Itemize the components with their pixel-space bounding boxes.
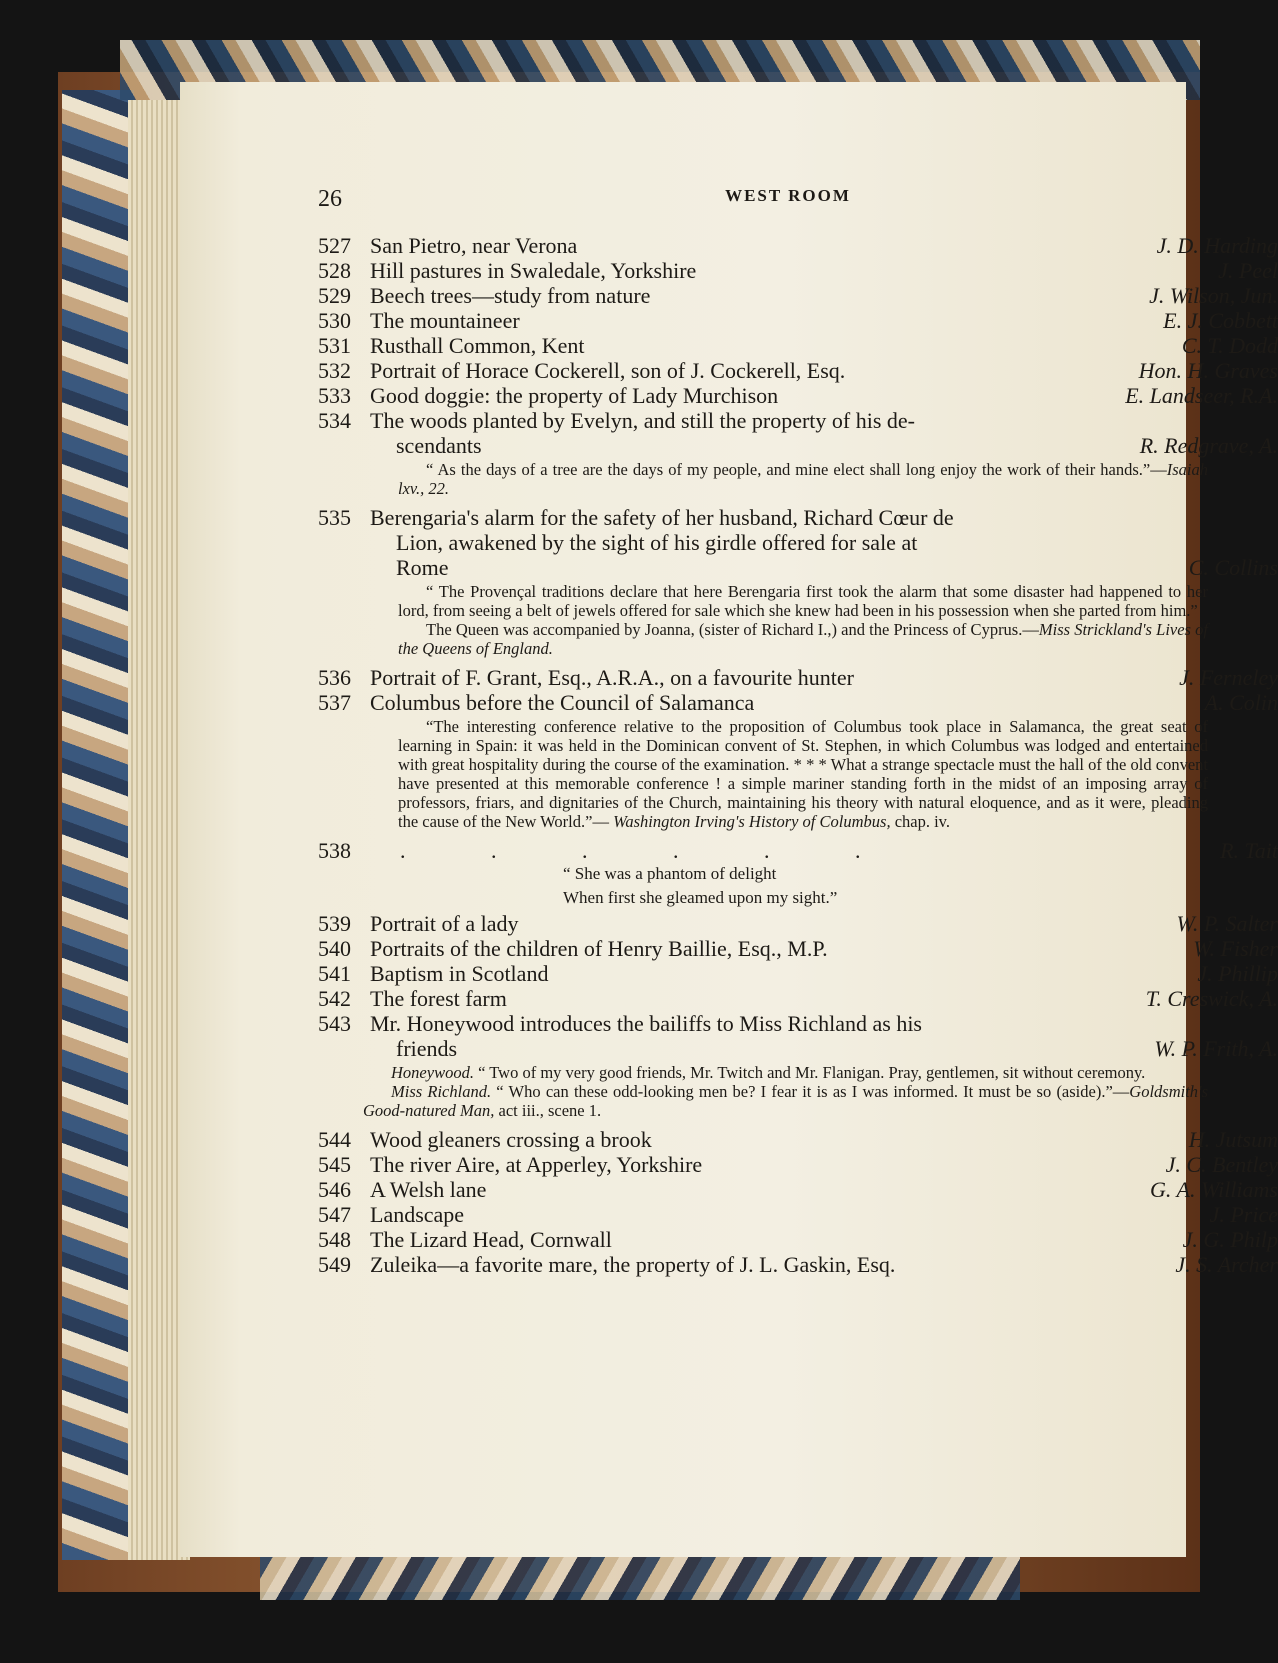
leader-dots: . . . . . .: [400, 838, 901, 863]
entry-title: Hill pastures in Swaledale, Yorkshire: [370, 258, 697, 283]
running-head: WEST ROOM: [725, 186, 851, 205]
entry-number: 549: [318, 1252, 351, 1277]
catalogue-entry: [318, 1178, 1278, 1202]
entry-line: [318, 234, 1278, 258]
catalogue-entry: [318, 334, 1278, 358]
catalogue-entry: [318, 962, 1278, 986]
entry-line: [318, 1012, 1278, 1036]
entry-title: The forest farm: [370, 986, 507, 1011]
entries-list: [318, 234, 1278, 1278]
entry-line: [318, 912, 1278, 936]
entry-number: 528: [318, 258, 351, 283]
entry-number: 535: [318, 505, 351, 530]
entry-number: 527: [318, 233, 351, 258]
catalogue-entry: [318, 409, 1278, 498]
entry-line: [318, 506, 1278, 530]
entry-artist: R. Tait: [1220, 838, 1278, 863]
entry-title: The river Aire, at Apperley, Yorkshire: [370, 1152, 703, 1177]
entry-title: The Lizard Head, Cornwall: [370, 1227, 612, 1252]
entry-title: A Welsh lane: [370, 1177, 487, 1202]
entry-number: 540: [318, 936, 351, 961]
catalogue-entry: [318, 234, 1278, 258]
catalogue-entry: [318, 1153, 1278, 1177]
catalogue-entry: [318, 912, 1278, 936]
entry-number: 539: [318, 911, 351, 936]
entry-title: Columbus before the Council of Salamanca: [370, 690, 755, 715]
entry-line: [318, 359, 1278, 383]
entry-line: [318, 666, 1278, 690]
entry-title-continued: scendants R. Redgrave, A.: [396, 433, 1278, 458]
entry-artist: R. Redgrave, A.: [1139, 433, 1278, 458]
poem-line: When first she gleamed upon my sight.”: [563, 888, 838, 907]
entry-title: The mountaineer: [370, 308, 520, 333]
entry-number: 546: [318, 1177, 351, 1202]
entry-title: Rusthall Common, Kent: [370, 333, 585, 358]
page-header: [318, 186, 1238, 226]
entry-title: The woods planted by Evelyn, and still the property of his de-: [370, 408, 915, 433]
entry-line: [318, 987, 1278, 1011]
catalogue-entry: [318, 259, 1278, 283]
quotation-text: “ As the days of a tree are the days of my people, and mine elect shall long enjoy the work of their hands.”—Isaiah lxv., 22.: [398, 460, 1208, 498]
dialog-speaker: Honeywood.: [391, 1063, 474, 1082]
catalogue-entry: [318, 309, 1278, 333]
catalogue-entry: [318, 506, 1278, 658]
entry-artist: C. Collins: [1188, 555, 1278, 580]
entry-title: Portraits of the children of Henry Baillie, Esq., M.P.: [370, 936, 828, 961]
entry-number: 544: [318, 1127, 351, 1152]
catalogue-entry: [318, 1228, 1278, 1252]
catalogue-entry: [318, 691, 1278, 831]
entry-title: San Pietro, near Verona: [370, 233, 578, 258]
catalogue-entry: [318, 987, 1278, 1011]
entry-quotation: [398, 717, 1208, 831]
entry-line: [318, 1228, 1278, 1252]
entry-title: Landscape: [370, 1202, 465, 1227]
entry-artist: J. S. Archer: [1175, 1252, 1278, 1277]
entry-title: Mr. Honeywood introduces the bailiffs to Miss Richland as his: [370, 1011, 922, 1036]
entry-number: 547: [318, 1202, 351, 1227]
entry-line: [318, 334, 1278, 358]
entry-number: 545: [318, 1152, 351, 1177]
entry-line: [318, 309, 1278, 333]
entry-line: [318, 409, 1278, 433]
entry-artist: C. T. Dodd: [1181, 333, 1278, 358]
entry-title: Good doggie: the property of Lady Murchison: [370, 383, 779, 408]
entry-line: [318, 384, 1278, 408]
entry-line: [318, 259, 1278, 283]
entry-title: Baptism in Scotland: [370, 961, 549, 986]
entry-line: [318, 839, 1278, 863]
catalogue-entry: [318, 937, 1278, 961]
poem-line: “ She was a phantom of delight: [563, 864, 777, 883]
catalogue-entry: [318, 1012, 1278, 1120]
entry-quotation: [398, 582, 1208, 658]
entry-artist: J. Ferneley: [1179, 665, 1278, 690]
entry-title: Beech trees—study from nature: [370, 283, 651, 308]
quotation-text: “The interesting conference relative to the proposition of Columbus took place in Salamanca, the great seat of learning in Spain: it was held in the Dominican convent of St. Stephen, in which Columbus was lodged and entertained with great hospitality during the course of the examination. * * * What a strange spectacle must the hall of the old convent have presented at this memorable conference ! a simple mariner standing forth in the midst of an imposing array of professors, friars, and dignitaries of the Church, maintaining his theory with natural eloquence, and as it were, pleading the cause of the New World.”— Washington Irving's History of Columbus, chap. iv.: [398, 717, 1208, 831]
catalogue-entry: [318, 666, 1278, 690]
marbled-edge-bottom: [260, 1555, 1020, 1600]
catalogue-entry: [318, 284, 1278, 308]
entry-title: Portrait of Horace Cockerell, son of J. Cockerell, Esq.: [370, 358, 846, 383]
quotation-tail: chap. iv.: [890, 812, 950, 831]
catalogue-entry: [318, 1128, 1278, 1152]
entry-quotation: [363, 1063, 1208, 1120]
quotation-tail: act iii., scene 1.: [494, 1101, 602, 1120]
entry-number: 541: [318, 961, 351, 986]
entry-number: 531: [318, 333, 351, 358]
marbled-endpaper: [62, 90, 134, 1560]
entry-artist: J. C. Bentley: [1165, 1152, 1278, 1177]
entry-title: Portrait of F. Grant, Esq., A.R.A., on a favourite hunter: [370, 665, 854, 690]
entry-number: 543: [318, 1011, 351, 1036]
entry-line: [318, 1203, 1278, 1227]
dialog-line: [363, 1063, 1208, 1082]
dialog-speaker: Miss Richland.: [391, 1082, 492, 1101]
entry-line: [318, 1253, 1278, 1277]
entry-line: [318, 937, 1278, 961]
entry-number: 529: [318, 283, 351, 308]
entry-artist: W. Fisher: [1193, 936, 1278, 961]
entry-number: 548: [318, 1227, 351, 1252]
catalogue-entry: [318, 359, 1278, 383]
catalogue-entry: [318, 384, 1278, 408]
catalogue-entry: [318, 1253, 1278, 1277]
dialog-line: [363, 1082, 1208, 1120]
entry-artist: J. G. Philp: [1182, 1227, 1278, 1252]
entry-line: [318, 1178, 1278, 1202]
entry-artist: T. Creswick, A.: [1145, 986, 1278, 1011]
dialog-text: “ Who can these odd-looking men be? I fear it is as I was informed. It must be so (aside).”—: [491, 1082, 1130, 1101]
entry-artist: W. P. Frith, A.: [1154, 1036, 1278, 1061]
page-number: 26: [318, 186, 342, 212]
entry-title: Wood gleaners crossing a brook: [370, 1127, 652, 1152]
dialog-text: “ Two of my very good friends, Mr. Twitch and Mr. Flanigan. Pray, gentlemen, sit without ceremony.: [473, 1063, 1146, 1082]
quotation-source: Miss Strickland's Lives of the Queens of England.: [398, 620, 1208, 658]
entry-title-continued: Rome C. Collins: [396, 555, 1278, 580]
entry-artist: E. J. Cobbett: [1163, 308, 1278, 333]
entry-line: [318, 691, 1278, 715]
entry-number: 534: [318, 408, 351, 433]
entry-line: [318, 1128, 1278, 1152]
entry-number: 542: [318, 986, 351, 1011]
entry-artist: J. Wilson, Jun.: [1149, 283, 1278, 308]
entry-title-continued: friends W. P. Frith, A.: [396, 1036, 1278, 1061]
entry-artist: A. Colin: [1204, 690, 1278, 715]
entry-number: 538: [318, 838, 351, 863]
entry-line: [318, 1153, 1278, 1177]
entry-number: 530: [318, 308, 351, 333]
entry-quotation: [398, 460, 1208, 498]
entry-number: 532: [318, 358, 351, 383]
entry-artist: H. Jutsum: [1188, 1127, 1278, 1152]
entry-artist: E. Landseer, R.A.: [1125, 383, 1278, 408]
entry-number: 536: [318, 665, 351, 690]
quotation-source: Goldsmith's Good-natured Man,: [363, 1082, 1208, 1120]
entry-number: 533: [318, 383, 351, 408]
catalogue-entry: [318, 1203, 1278, 1227]
quotation-source: Washington Irving's History of Columbus,: [613, 812, 891, 831]
quotation-text: “ The Provençal traditions declare that here Berengaria first took the alarm that some disaster had happened to her lord, from seeing a belt of jewels offered for sale which she knew had been in his possession when she parted from him.”: [398, 582, 1208, 620]
entry-artist: Hon. H. Graves: [1138, 358, 1278, 383]
entry-artist: G. A. Williams: [1150, 1177, 1278, 1202]
entry-line: [318, 962, 1278, 986]
catalogue-page: [180, 82, 1278, 1557]
entry-number: 537: [318, 690, 351, 715]
quotation-source: Isaiah lxv., 22.: [398, 460, 1208, 498]
catalogue-entry: [318, 839, 1278, 908]
entry-artist: W. P. Salter: [1176, 911, 1278, 936]
entry-artist: J. Price: [1209, 1202, 1278, 1227]
entry-artist: J. Phillip: [1197, 961, 1278, 986]
entry-line: [318, 284, 1278, 308]
entry-title-continued: Lion, awakened by the sight of his girdle offered for sale at: [396, 530, 918, 555]
quotation-text: The Queen was accompanied by Joanna, (sister of Richard I.,) and the Princess of Cyprus.—Miss Strickland's Lives of the Queens of England.: [398, 620, 1208, 658]
entry-title: Berengaria's alarm for the safety of her husband, Richard Cœur de: [370, 505, 954, 530]
entry-title: Portrait of a lady: [370, 911, 519, 936]
entry-artist: J. D. Harding: [1156, 233, 1278, 258]
entry-title: Zuleika—a favorite mare, the property of J. L. Gaskin, Esq.: [370, 1252, 896, 1277]
entry-artist: J. Peel: [1218, 258, 1278, 283]
